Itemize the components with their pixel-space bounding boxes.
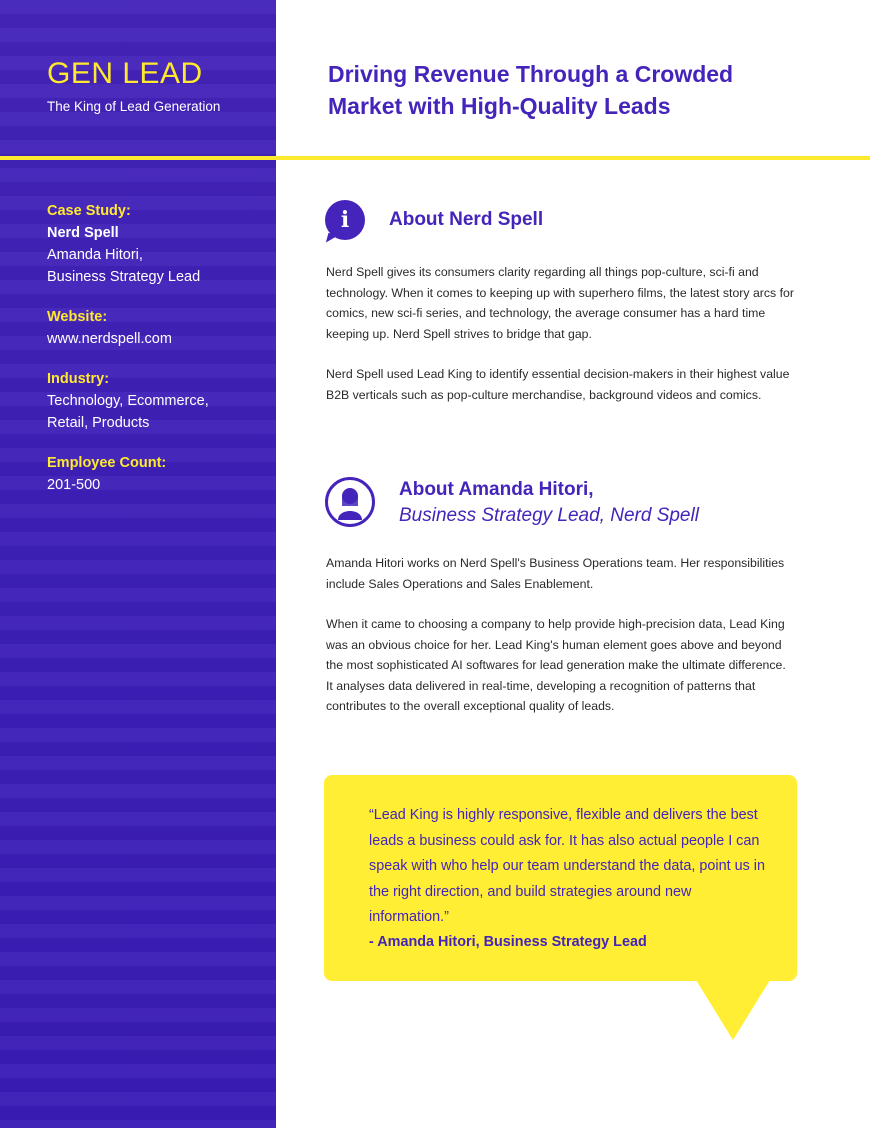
about-company-heading: About Nerd Spell bbox=[389, 209, 544, 230]
about-person-header bbox=[325, 477, 699, 529]
quote-author: - Amanda Hitori, Business Strategy Lead bbox=[369, 934, 647, 950]
employee-count-fact bbox=[47, 452, 267, 496]
industry-fact bbox=[47, 368, 267, 434]
page-title bbox=[328, 58, 848, 122]
info-icon-tail bbox=[326, 233, 338, 245]
website-label: Website: bbox=[47, 309, 108, 325]
quote-text: “Lead King is highly responsive, flexible and delivers the best leads a business could ask for. It has also actual people I can speak with who help our team understand the data, point us in the right direction, and build strategies around new information.” bbox=[369, 807, 765, 925]
about-person-heading: About Amanda Hitori, bbox=[399, 479, 594, 500]
case-study-person: Amanda Hitori, bbox=[47, 247, 143, 263]
page-title-line1: Driving Revenue Through a Crowded bbox=[328, 61, 734, 87]
brand bbox=[47, 56, 220, 116]
page-title-line2: Market with High-Quality Leads bbox=[328, 93, 671, 119]
about-person-paragraph-1: Amanda Hitori works on Nerd Spell's Business Operations team. Her responsibilities include Sales Operations and Sales Enablement. bbox=[326, 556, 785, 591]
about-company-paragraph-1: Nerd Spell gives its consumers clarity regarding all things pop-culture, sci-fi and technology. When it comes to keeping up with superhero films, the latest story arcs for comics, new sci-fi series, and technology, the average consumer has a hard time keeping up. Nerd Spell strives to bridge that gap. bbox=[326, 265, 794, 341]
info-icon-glyph: i bbox=[340, 207, 350, 233]
about-person-heading-wrap bbox=[375, 477, 699, 529]
info-icon bbox=[325, 200, 365, 240]
quote-callout-tail bbox=[696, 980, 770, 1040]
case-study-facts bbox=[47, 200, 267, 514]
website-fact bbox=[47, 306, 267, 350]
header-divider bbox=[0, 156, 870, 160]
about-person-subheading: Business Strategy Lead, Nerd Spell bbox=[399, 505, 699, 526]
website-value: www.nerdspell.com bbox=[47, 331, 172, 347]
employee-count-label: Employee Count: bbox=[47, 455, 167, 471]
brand-name: GEN LEAD bbox=[47, 57, 203, 90]
industry-value-line1: Technology, Ecommerce, bbox=[47, 393, 209, 409]
about-company-heading-wrap bbox=[365, 200, 543, 233]
case-study-company: Nerd Spell bbox=[47, 225, 119, 241]
about-company-header bbox=[325, 200, 543, 240]
case-study-label: Case Study: bbox=[47, 203, 131, 219]
person-icon bbox=[325, 477, 375, 527]
industry-label: Industry: bbox=[47, 371, 110, 387]
case-study-role: Business Strategy Lead bbox=[47, 269, 201, 285]
industry-value-line2: Retail, Products bbox=[47, 415, 150, 431]
about-company-paragraph-2: Nerd Spell used Lead King to identify essential decision-makers in their highest value B2B verticals such as pop-culture merchandise, background videos and comics. bbox=[326, 367, 790, 402]
employee-count-value: 201-500 bbox=[47, 477, 101, 493]
brand-tagline: The King of Lead Generation bbox=[47, 99, 221, 114]
sidebar bbox=[0, 0, 276, 1128]
about-person-paragraph-2: When it came to choosing a company to help provide high-precision data, Lead King was an obvious choice for her. Lead King's human element goes above and beyond the most sophisticated AI softwares for lead generation make the ultimate difference. It analyses data delivered in real-time, developing a recognition of patterns that contributes to the overall exceptional quality of leads. bbox=[326, 617, 786, 713]
person-icon-graphic bbox=[328, 480, 372, 524]
case-study-fact bbox=[47, 200, 267, 288]
